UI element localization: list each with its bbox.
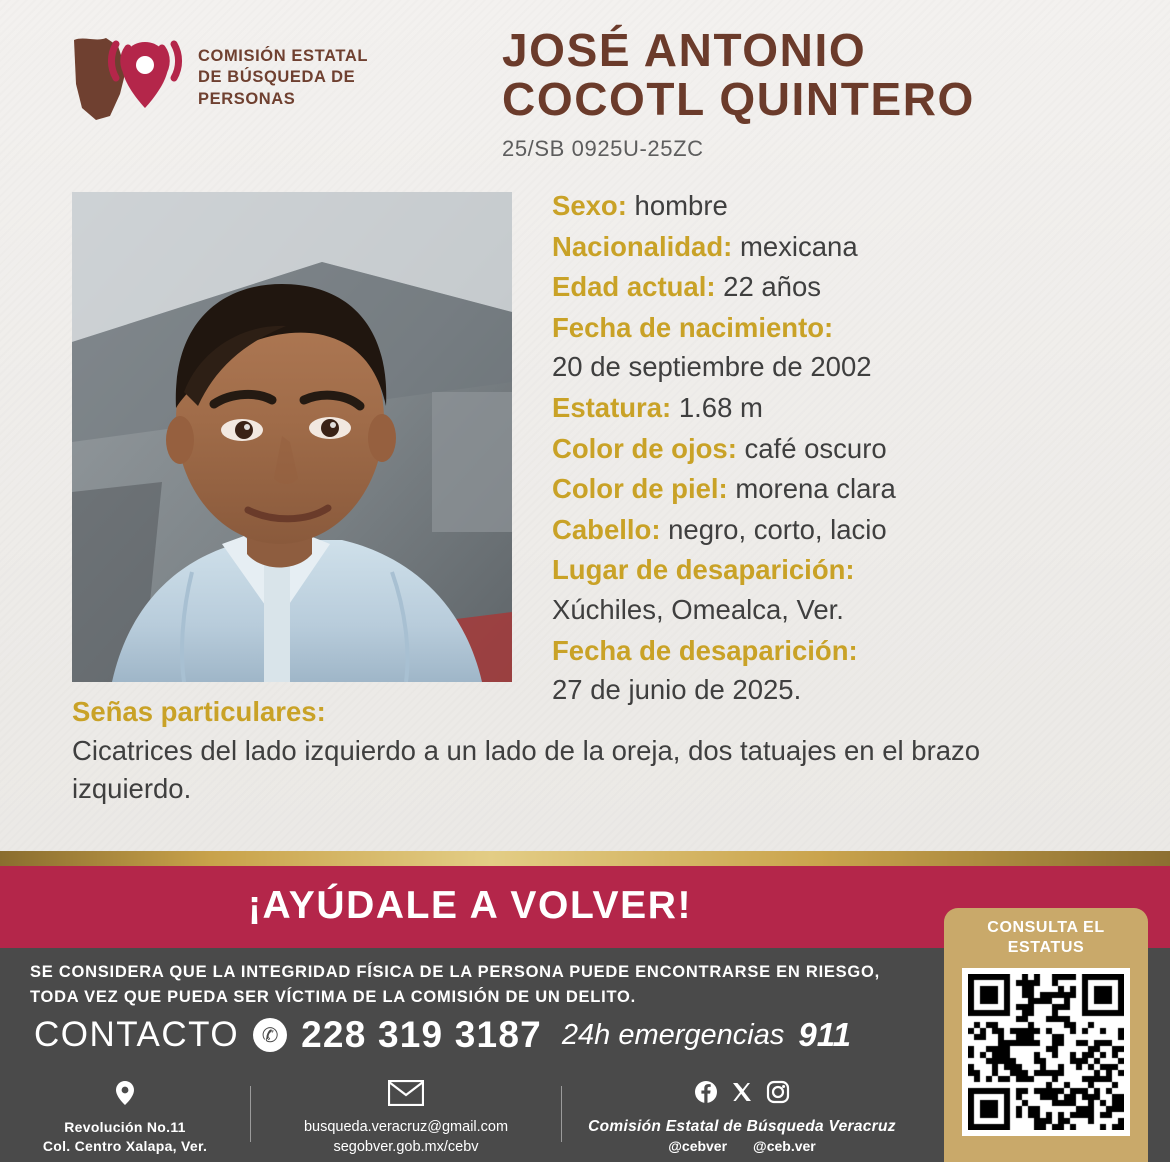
footer-contact-block: [251, 1074, 561, 1157]
emergency-label: 24h emergencias: [561, 1018, 785, 1051]
organization-logo-block: [66, 30, 466, 126]
phone-icon: ✆: [253, 1018, 287, 1052]
gold-divider: [0, 851, 1170, 866]
risk-warning-text: SE CONSIDERA QUE LA INTEGRIDAD FÍSICA DE LA PERSONA PUEDE ENCONTRARSE EN RIESGO, TODA VEZ QUE PUEDA SER VÍCTIMA DE LA COMISIÓN DE UN DELITO.: [30, 963, 880, 1006]
social-handles: [562, 1138, 922, 1154]
qr-title-line-2: ESTATUS: [1007, 939, 1085, 956]
map-pin-icon: [0, 1080, 250, 1111]
contact-label: CONTACTO: [34, 1015, 240, 1054]
facebook-icon[interactable]: [694, 1080, 718, 1109]
detail-value: hombre: [634, 190, 728, 221]
detail-value: negro, corto, lacio: [668, 513, 887, 545]
distinguishing-marks-text: Cicatrices del lado izquierdo a un lado de la oreja, dos tatuajes en el brazo izquierdo.: [72, 735, 981, 804]
contact-phone-number[interactable]: 228 319 3187: [301, 1014, 542, 1055]
distinguishing-marks: [72, 696, 1092, 808]
detail-label: Estatura:: [552, 391, 672, 423]
detail-row-estatura: [552, 388, 1152, 428]
help-banner-title: ¡AYÚDALE A VOLVER!: [247, 884, 693, 927]
organization-name: [198, 46, 368, 109]
footer-website[interactable]: segobver.gob.mx/cebv: [333, 1138, 479, 1155]
detail-row-edad: [552, 267, 1152, 307]
address-line-2: Col. Centro Xalapa, Ver.: [42, 1137, 208, 1154]
detail-label: Sexo:: [552, 190, 627, 221]
detail-value: 1.68 m: [678, 391, 763, 423]
footer-address-block: [0, 1074, 250, 1156]
detail-value: 27 de junio de 2025.: [552, 674, 802, 706]
detail-row-cabello: [552, 510, 1152, 550]
detail-row-color-piel: [552, 469, 1152, 509]
contact-row: [34, 1014, 934, 1056]
detail-label: Lugar de desaparición:: [552, 554, 855, 586]
detail-value: café oscuro: [744, 432, 887, 464]
detail-row-fecha-nacimiento: [552, 308, 1152, 387]
emergency-number: 911: [798, 1016, 852, 1053]
footer-social-block: [562, 1074, 922, 1154]
person-name: [502, 26, 975, 124]
org-name-line-3: PERSONAS: [198, 89, 296, 108]
detail-label: Cabello:: [552, 513, 661, 545]
footer-info-row: [0, 1074, 940, 1162]
detail-value: mexicana: [739, 230, 858, 262]
location-pin-radar-icon: [66, 30, 184, 126]
org-name-line-2: DE BÚSQUEDA DE: [198, 68, 356, 87]
detail-row-nacionalidad: [552, 227, 1152, 267]
envelope-icon: [251, 1080, 561, 1111]
detail-label: Fecha de desaparición:: [552, 634, 858, 666]
org-name-line-1: COMISIÓN ESTATAL: [198, 47, 369, 66]
detail-label: Color de piel:: [552, 473, 728, 505]
detail-row-lugar-desaparicion: [552, 550, 1152, 629]
detail-label: Color de ojos:: [552, 432, 737, 464]
case-id: 25/SB 0925U-25ZC: [502, 136, 704, 162]
detail-value: 22 años: [723, 271, 822, 303]
social-account-name: Comisión Estatal de Búsqueda Veracruz: [588, 1118, 896, 1135]
person-title-block: [502, 26, 975, 162]
detail-value: Xúchiles, Omealca, Ver.: [552, 593, 844, 625]
detail-label: Fecha de nacimiento:: [552, 311, 834, 343]
distinguishing-marks-title: Señas particulares:: [72, 696, 326, 727]
person-details-list: [552, 186, 1152, 711]
instagram-icon[interactable]: [766, 1080, 790, 1109]
detail-row-color-ojos: [552, 429, 1152, 469]
person-name-line-2: COCOTL QUINTERO: [502, 73, 975, 126]
qr-status-panel: [944, 908, 1148, 1162]
qr-panel-title: [944, 918, 1148, 958]
social-icon-group: [562, 1080, 922, 1109]
social-handle-2[interactable]: @ceb.ver: [753, 1137, 816, 1154]
qr-title-line-1: CONSULTA EL: [987, 919, 1105, 936]
detail-value: morena clara: [735, 473, 896, 505]
qr-code[interactable]: [962, 968, 1130, 1136]
social-handle-1[interactable]: @cebver: [668, 1137, 728, 1154]
detail-row-sexo: [552, 186, 1152, 226]
poster-header: [0, 0, 1170, 178]
person-name-line-1: JOSÉ ANTONIO: [502, 24, 867, 76]
x-twitter-icon[interactable]: [730, 1080, 754, 1109]
footer-email[interactable]: busqueda.veracruz@gmail.com: [303, 1119, 509, 1135]
detail-label: Edad actual:: [552, 271, 716, 303]
detail-value: 20 de septiembre de 2002: [552, 351, 872, 383]
person-photo: [72, 192, 512, 682]
address-line-1: Revolución No.11: [64, 1119, 186, 1135]
detail-label: Nacionalidad:: [552, 230, 733, 262]
